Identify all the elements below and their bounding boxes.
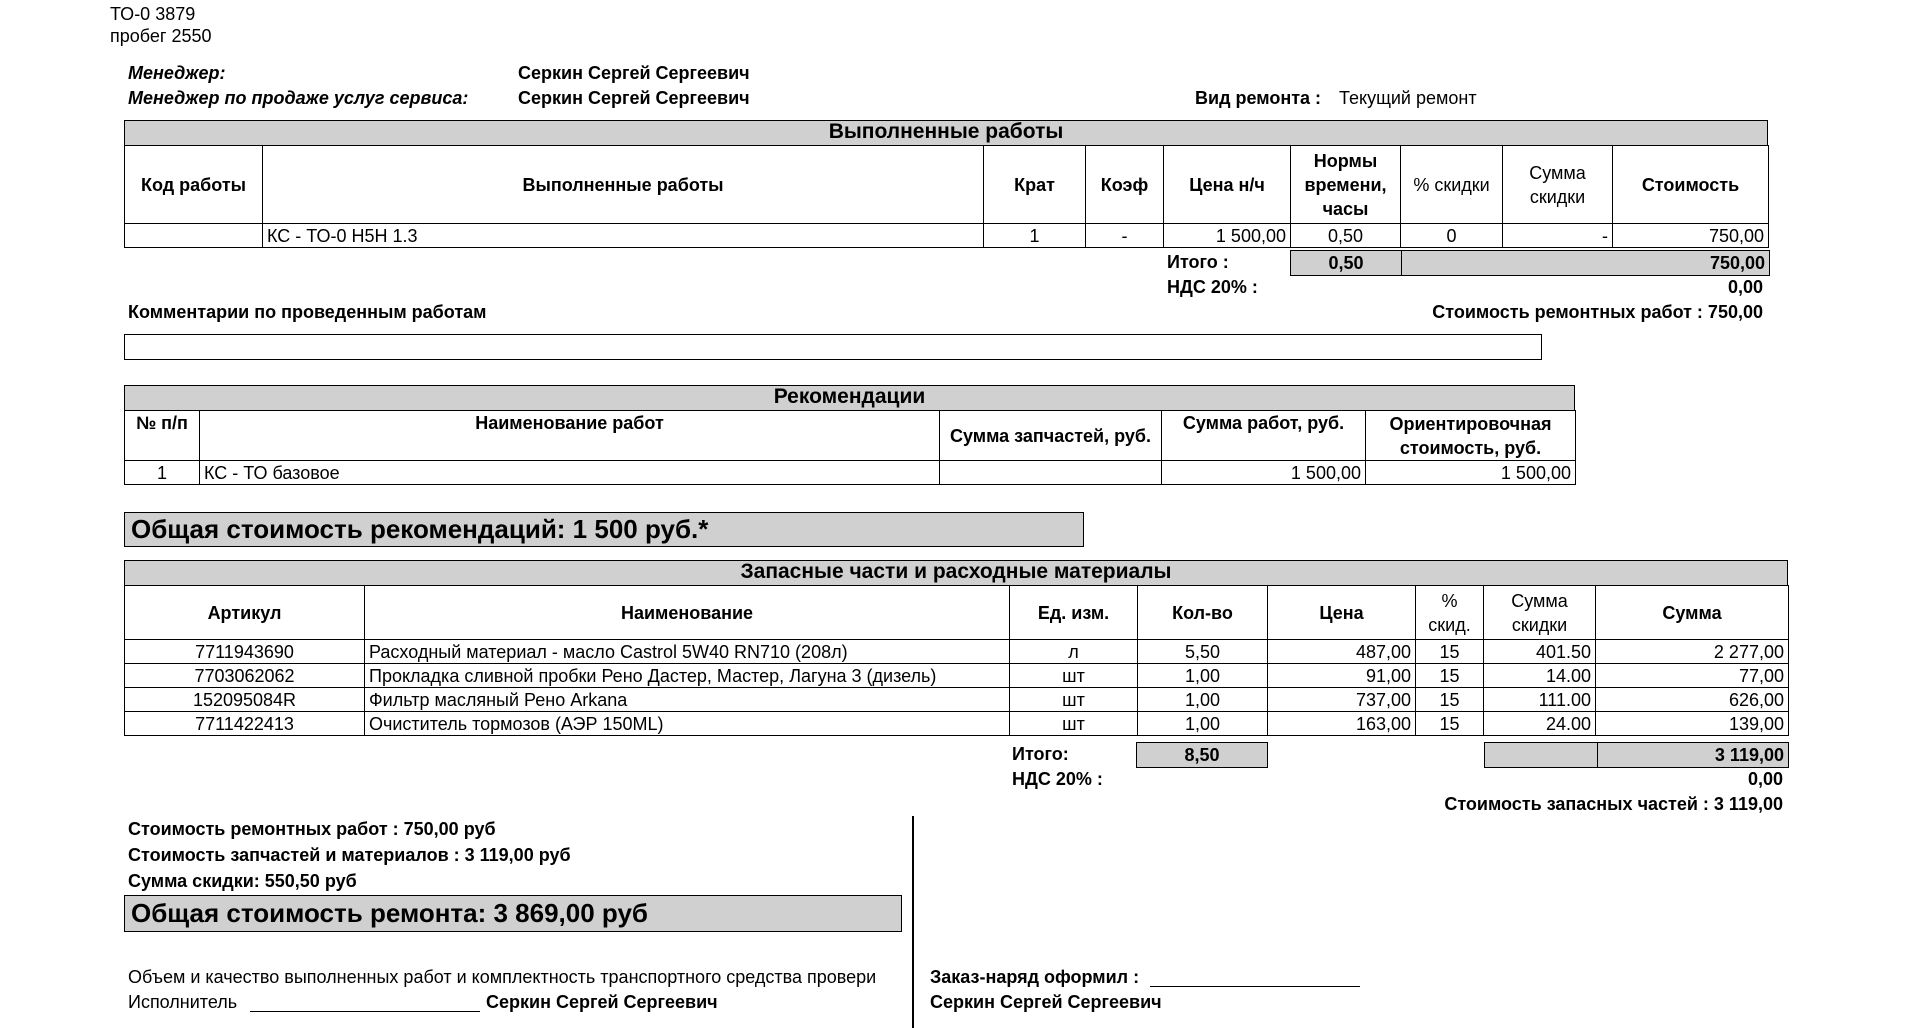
part-name: Прокладка сливной пробки Рено Дастер, Мастер, Лагуна 3 (дизель) [365, 664, 1010, 688]
part-disc: 111.00 [1484, 688, 1596, 712]
col-rec-name: Наименование работ [200, 411, 940, 461]
comments-field [124, 334, 1542, 360]
col-work-name: Выполненные работы [263, 146, 984, 224]
repair-type-label: Вид ремонта : [1195, 88, 1322, 108]
parts-total-label: Итого: [1012, 744, 1069, 764]
col-disc-sum: Сумма скидки [1503, 146, 1613, 224]
work-disc-pct: 0 [1401, 224, 1503, 248]
part-unit: шт [1010, 712, 1138, 736]
rec-approx: 1 500,00 [1366, 461, 1576, 485]
part-article: 7711422413 [125, 712, 365, 736]
recommendations-total: Общая стоимость рекомендаций: 1 500 руб.* [124, 512, 1084, 547]
summary-works-cost: Стоимость ремонтных работ : 750,00 руб [128, 819, 496, 839]
part-disc: 24.00 [1484, 712, 1596, 736]
part-price: 487,00 [1268, 640, 1416, 664]
works-total-cost: 750,00 [1401, 250, 1770, 276]
parts-title: Запасные части и расходные материалы [124, 560, 1788, 586]
work-norm: 0,50 [1291, 224, 1401, 248]
mileage: пробег 2550 [110, 26, 212, 46]
part-pct: 15 [1416, 664, 1484, 688]
table-row [125, 224, 1769, 248]
col-rec-approx: Ориентировочная стоимость, руб. [1366, 411, 1576, 461]
rec-parts [940, 461, 1162, 485]
recommendations-header-row [125, 411, 1576, 461]
col-pct: % скид. [1416, 586, 1484, 640]
order-signature-line [1150, 986, 1360, 987]
part-disc: 401.50 [1484, 640, 1596, 664]
part-sum: 2 277,00 [1596, 640, 1789, 664]
part-sum: 626,00 [1596, 688, 1789, 712]
col-code: Код работы [125, 146, 263, 224]
parts-cost-summary: Стоимость запасных частей : 3 119,00 [1444, 794, 1783, 814]
parts-table [124, 585, 1789, 736]
part-pct: 15 [1416, 712, 1484, 736]
parts-total-sum: 3 119,00 [1597, 742, 1789, 768]
works-vat-label: НДС 20% : [1167, 277, 1258, 297]
col-num: № п/п [125, 411, 200, 461]
executor-signature-line [250, 1011, 480, 1012]
col-krat: Крат [984, 146, 1086, 224]
table-row [125, 712, 1789, 736]
work-code [125, 224, 263, 248]
part-qty: 1,00 [1138, 712, 1268, 736]
summary-total: Общая стоимость ремонта: 3 869,00 руб [124, 895, 902, 932]
col-rec-work: Сумма работ, руб. [1162, 411, 1366, 461]
col-price: Цена н/ч [1164, 146, 1291, 224]
col-article: Артикул [125, 586, 365, 640]
work-name: КС - ТО-0 Н5Н 1.3 [263, 224, 984, 248]
parts-header-row [125, 586, 1789, 640]
part-article: 7711943690 [125, 640, 365, 664]
part-name: Расходный материал - масло Castrol 5W40 RN710 (208л) [365, 640, 1010, 664]
table-row [125, 640, 1789, 664]
parts-total-disc-cell [1484, 742, 1598, 768]
part-article: 7703062062 [125, 664, 365, 688]
sales-manager-label: Менеджер по продаже услуг сервиса: [128, 88, 469, 108]
work-price: 1 500,00 [1164, 224, 1291, 248]
order-label: Заказ-наряд оформил : [930, 967, 1140, 987]
col-norm: Нормы времени, часы [1291, 146, 1401, 224]
recommendations-title: Рекомендации [124, 385, 1575, 411]
col-disc: Сумма скидки [1484, 586, 1596, 640]
manager-value: Серкин Сергей Сергеевич [518, 63, 750, 83]
part-name: Фильтр масляный Рено Arkana [365, 688, 1010, 712]
part-price: 163,00 [1268, 712, 1416, 736]
order-name: Серкин Сергей Сергеевич [930, 992, 1162, 1012]
rec-name: КС - ТО базовое [200, 461, 940, 485]
parts-total-qty: 8,50 [1136, 742, 1268, 768]
table-row [125, 664, 1789, 688]
part-qty: 1,00 [1138, 688, 1268, 712]
sales-manager-value: Серкин Сергей Сергеевич [518, 88, 750, 108]
part-article: 152095084R [125, 688, 365, 712]
part-pct: 15 [1416, 640, 1484, 664]
work-koef: - [1086, 224, 1164, 248]
part-qty: 1,00 [1138, 664, 1268, 688]
part-unit: л [1010, 640, 1138, 664]
rec-work: 1 500,00 [1162, 461, 1366, 485]
repair-type-value: Текущий ремонт [1339, 88, 1477, 108]
part-sum: 77,00 [1596, 664, 1789, 688]
works-cost-summary: Стоимость ремонтных работ : 750,00 [1432, 302, 1763, 322]
part-name: Очиститель тормозов (АЭР 150ML) [365, 712, 1010, 736]
works-total-label: Итого : [1167, 252, 1229, 272]
table-row [125, 461, 1576, 485]
col-disc-pct: % скидки [1401, 146, 1503, 224]
manager-label: Менеджер: [128, 63, 226, 83]
executor-name: Серкин Сергей Сергеевич [486, 992, 718, 1012]
summary-discount: Сумма скидки: 550,50 руб [128, 871, 357, 891]
works-total-norm: 0,50 [1290, 250, 1402, 276]
table-row [125, 688, 1789, 712]
col-unit: Ед. изм. [1010, 586, 1138, 640]
col-qty: Кол-во [1138, 586, 1268, 640]
work-cost: 750,00 [1613, 224, 1769, 248]
work-krat: 1 [984, 224, 1086, 248]
part-qty: 5,50 [1138, 640, 1268, 664]
order-number: ТО-0 3879 [110, 4, 196, 24]
col-cost: Стоимость [1613, 146, 1769, 224]
recommendations-table [124, 410, 1576, 485]
works-vat-value: 0,00 [1727, 277, 1763, 297]
executor-label: Исполнитель [128, 992, 238, 1012]
works-title: Выполненные работы [124, 120, 1768, 146]
part-price: 91,00 [1268, 664, 1416, 688]
part-price: 737,00 [1268, 688, 1416, 712]
part-unit: шт [1010, 688, 1138, 712]
col-sum: Сумма [1596, 586, 1789, 640]
part-disc: 14.00 [1484, 664, 1596, 688]
col-rec-parts: Сумма запчастей, руб. [940, 411, 1162, 461]
rec-num: 1 [125, 461, 200, 485]
part-unit: шт [1010, 664, 1138, 688]
parts-vat-label: НДС 20% : [1012, 769, 1103, 789]
works-header-row [125, 146, 1769, 224]
comments-label: Комментарии по проведенным работам [128, 302, 487, 322]
works-table [124, 145, 1769, 248]
part-sum: 139,00 [1596, 712, 1789, 736]
vertical-divider [912, 816, 914, 1028]
part-pct: 15 [1416, 688, 1484, 712]
col-part-name: Наименование [365, 586, 1010, 640]
col-koef: Коэф [1086, 146, 1164, 224]
col-part-price: Цена [1268, 586, 1416, 640]
parts-vat-value: 0,00 [1747, 769, 1783, 789]
summary-parts-cost: Стоимость запчастей и материалов : 3 119,00 руб [128, 845, 571, 865]
check-text: Объем и качество выполненных работ и комплектность транспортного средства провери [128, 967, 877, 987]
work-disc-sum: - [1503, 224, 1613, 248]
